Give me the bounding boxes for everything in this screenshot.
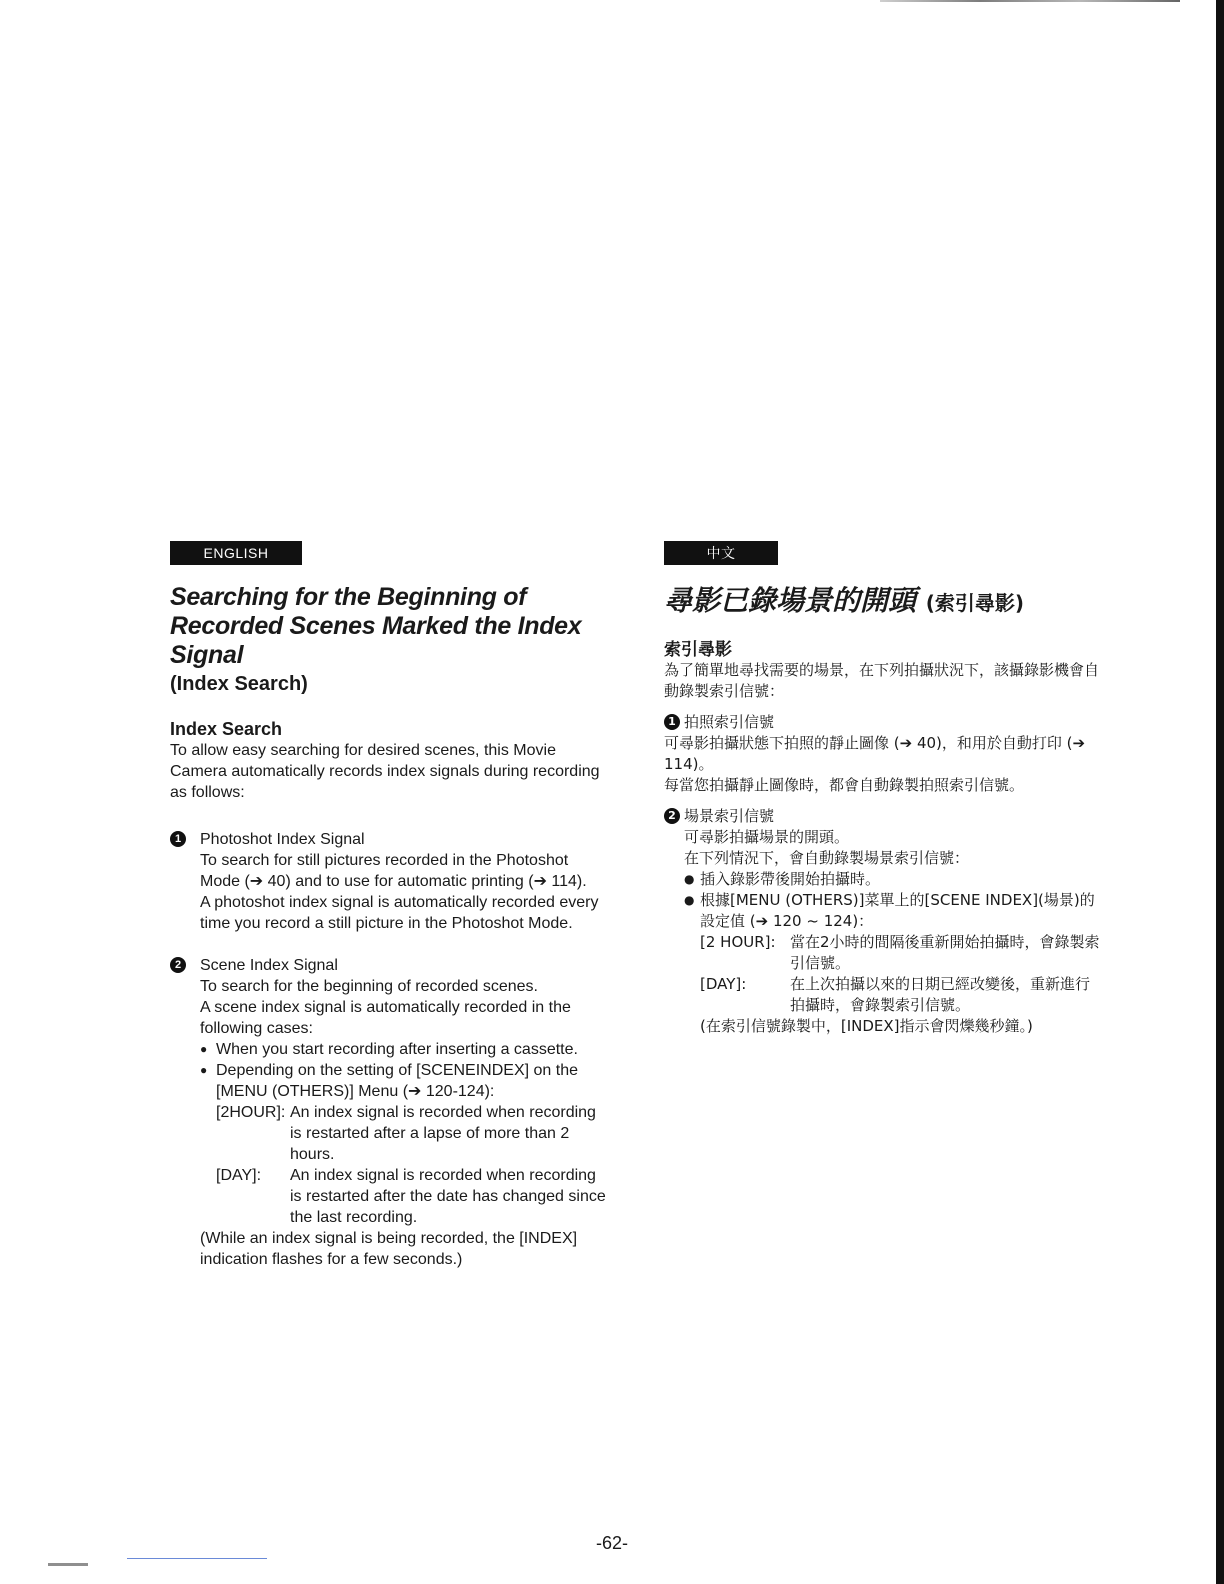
page-title-chinese [664,583,1104,621]
definition-desc: 當在2小時的間隔後重新開始拍攝時，會錄製索引信號。 [790,933,1100,972]
section-heading-chinese: 索引尋影 [664,640,732,660]
item-heading: 拍照索引信號 [684,713,775,731]
intro-paragraph-chinese: 為了簡單地尋找需要的場景，在下列拍攝狀況下，該攝錄影機會自動錄製索引信號： [664,661,1100,700]
number-2-icon: 2 [664,808,680,824]
note-text: (在索引信號錄製中，[INDEX]指示會閃爍幾秒鐘。) [700,1017,1033,1035]
item-heading: Scene Index Signal [200,957,338,974]
page-number: -62- [595,1533,628,1553]
item-text: 在下列情況下，會自動錄製場景索引信號： [684,849,970,867]
number-2-icon: 2 [170,957,186,973]
list-item-scene-chinese [664,806,1104,1037]
bullet-item: ● 根據[MENU (OTHERS)]菜單上的[SCENE INDEX](場景)的設定值 (➔ 120 ~ 124)： [684,890,1104,932]
item-heading: Photoshot Index Signal [200,831,365,848]
item-text: To search for the beginning of recorded scenes. [200,978,538,995]
title-main: 尋影已錄場景的開頭 [664,584,917,617]
definition-desc: An index signal is recorded when recording is restarted after a lapse of more than 2 hours. [290,1104,596,1163]
chinese-column [664,541,1104,1037]
page-subtitle: (Index Search) [170,673,308,695]
item-heading: 場景索引信號 [684,807,775,825]
title-sub: (索引尋影) [925,591,1025,615]
note-text: (While an index signal is being recorded, the [INDEX] indication flashes for a few seconds.) [200,1230,578,1268]
item-text: 可尋影拍攝狀態下拍照的靜止圖像 (➔ 40)，和用於自動打印 (➔ 114)。 [664,734,1086,773]
bullet-item: ● When you start recording after inserting a cassette. [200,1039,610,1060]
english-column [170,541,610,1270]
item-text: A scene index signal is automatically recorded in the following cases: [200,999,571,1037]
language-badge-english: ENGLISH [170,541,302,565]
item-text: 每當您拍攝靜止圖像時，都會自動錄製拍照索引信號。 [664,776,1025,794]
definition-2hour [200,1102,610,1165]
item-text: A photoshot index signal is automatically recorded every time you record a still picture in the Photoshot Mode. [200,894,599,932]
number-1-icon: 1 [170,831,186,847]
section-heading: Index Search [170,719,283,739]
definition-day-chinese [684,974,1104,1016]
number-1-icon: 1 [664,714,680,730]
definition-desc: An index signal is recorded when recording is restarted after the date has changed since the last recording. [290,1167,606,1226]
intro-paragraph: To allow easy searching for desired scenes, this Movie Camera automatically records index signals during recording as follows: [170,742,600,801]
language-badge-chinese: 中文 [664,541,778,565]
definition-term: [2 HOUR]: [700,933,776,951]
definition-term: [DAY]: [700,975,747,993]
scan-artifact-top [880,0,1180,2]
bullet-item: ● Depending on the setting of [SCENEINDEX] on the [MENU (OTHERS)] Menu (➔ 120-124): [200,1060,610,1102]
definition-day [200,1165,610,1228]
item-text: 可尋影拍攝場景的開頭。 [684,828,850,846]
page-title: Searching for the Beginning of Recorded Scenes Marked the Index Signal [170,583,582,669]
scan-artifact-line [127,1558,267,1559]
definition-desc: 在上次拍攝以來的日期已經改變後，重新進行拍攝時，會錄製索引信號。 [790,975,1091,1014]
definition-2hour-chinese [684,932,1104,974]
list-item-photoshot-chinese [664,712,1104,733]
scan-border-right [1216,0,1224,1584]
list-item-scene [170,955,610,1270]
scan-artifact-mark [48,1563,88,1566]
item-text: To search for still pictures recorded in the Photoshot Mode (➔ 40) and to use for automatic printing (➔ 114). [200,852,587,890]
list-item-photoshot [170,829,610,934]
bullet-item: ● 插入錄影帶後開始拍攝時。 [684,869,1104,890]
definition-term: [DAY]: [216,1167,262,1184]
definition-term: [2HOUR]: [216,1104,286,1121]
